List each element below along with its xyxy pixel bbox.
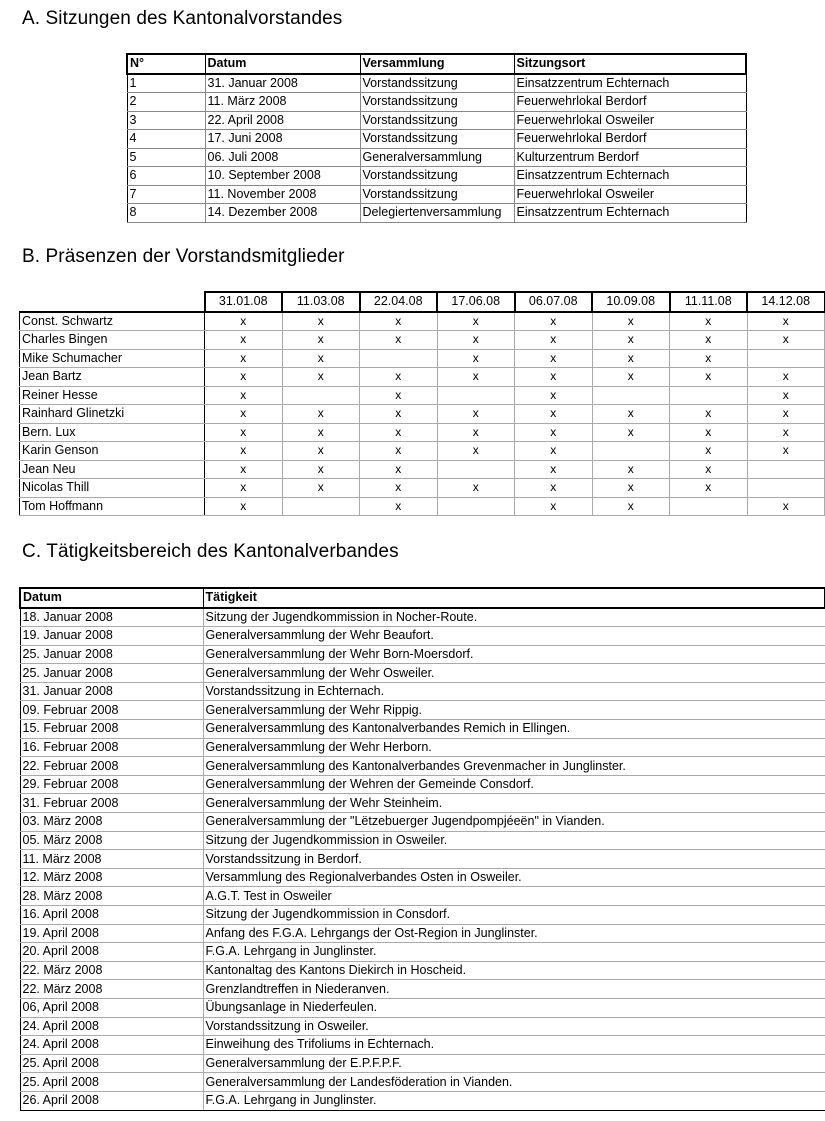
meetings-cell: Vorstandssitzung (360, 167, 514, 186)
activities-cell: Generalversammlung der E.P.F.P.F. (203, 1054, 825, 1073)
attendance-mark: x (360, 442, 438, 461)
attendance-mark (747, 479, 825, 498)
attendance-mark: x (747, 368, 825, 387)
table-row (127, 167, 746, 186)
table-row (20, 405, 825, 424)
table-row (20, 998, 825, 1017)
meetings-cell: 22. April 2008 (205, 111, 360, 130)
activities-cell: Generalversammlung der Wehr Steinheim. (203, 794, 825, 813)
activities-cell: 05. März 2008 (20, 831, 203, 850)
attendance-mark: x (360, 331, 438, 350)
attendance-mark: x (282, 331, 360, 350)
meetings-header-cell: Sitzungsort (514, 54, 746, 74)
attendance-date-header: 11.11.08 (670, 292, 748, 312)
meetings-cell: Delegiertenversammlung (360, 204, 514, 223)
table-row (20, 738, 825, 757)
member-name: Charles Bingen (20, 331, 205, 350)
activities-cell: Grenzlandtreffen in Niederanven. (203, 980, 825, 999)
activities-cell: Sitzung der Jugendkommission in Nocher-Route. (203, 608, 825, 627)
attendance-mark: x (360, 460, 438, 479)
attendance-mark: x (592, 331, 670, 350)
attendance-mark: x (437, 479, 515, 498)
activities-table (19, 587, 825, 1111)
meetings-cell: Einsatzzentrum Echternach (514, 167, 746, 186)
attendance-mark (592, 386, 670, 405)
attendance-mark (437, 386, 515, 405)
attendance-mark: x (437, 405, 515, 424)
member-name: Nicolas Thill (20, 479, 205, 498)
table-row (20, 924, 825, 943)
attendance-mark: x (360, 368, 438, 387)
meetings-cell: Vorstandssitzung (360, 74, 514, 93)
attendance-mark: x (360, 386, 438, 405)
attendance-mark (592, 442, 670, 461)
attendance-mark (747, 349, 825, 368)
table-row (20, 664, 825, 683)
attendance-mark: x (205, 423, 283, 442)
meetings-cell: 4 (127, 130, 205, 149)
attendance-mark: x (747, 423, 825, 442)
table-row (20, 627, 825, 646)
table-row (20, 442, 825, 461)
table-row (20, 608, 825, 627)
table-row (20, 775, 825, 794)
meetings-header-cell: N° (127, 54, 205, 74)
attendance-mark: x (592, 405, 670, 424)
activities-cell: 22. März 2008 (20, 980, 203, 999)
section-c-title: C. Tätigkeitsbereich des Kantonalverbandes (22, 541, 399, 562)
attendance-mark: x (670, 368, 748, 387)
attendance-mark: x (515, 312, 593, 331)
activities-cell: 31. Februar 2008 (20, 794, 203, 813)
activities-cell: 31. Januar 2008 (20, 682, 203, 701)
activities-cell: 09. Februar 2008 (20, 701, 203, 720)
attendance-date-header: 17.06.08 (437, 292, 515, 312)
activities-cell: Vorstandssitzung in Osweiler. (203, 1017, 825, 1036)
table-row (20, 887, 825, 906)
attendance-mark: x (360, 312, 438, 331)
attendance-mark: x (282, 460, 360, 479)
activities-cell: 19. Januar 2008 (20, 627, 203, 646)
table-row (20, 1073, 825, 1092)
table-row (20, 1091, 825, 1110)
attendance-mark: x (437, 312, 515, 331)
activities-cell: Generalversammlung der Wehr Osweiler. (203, 664, 825, 683)
meetings-cell: 7 (127, 185, 205, 204)
meetings-cell: 3 (127, 111, 205, 130)
table-row (20, 479, 825, 498)
meetings-cell: 17. Juni 2008 (205, 130, 360, 149)
attendance-mark: x (437, 368, 515, 387)
attendance-mark: x (515, 331, 593, 350)
activities-cell: 20. April 2008 (20, 943, 203, 962)
meetings-cell: 8 (127, 204, 205, 223)
attendance-mark: x (592, 368, 670, 387)
table-row (20, 868, 825, 887)
activities-cell: 26. April 2008 (20, 1091, 203, 1110)
meetings-cell: 2 (127, 93, 205, 112)
table-row (20, 757, 825, 776)
member-name: Jean Bartz (20, 368, 205, 387)
activities-cell: Einweihung des Trifoliums in Echternach. (203, 1036, 825, 1055)
member-name: Jean Neu (20, 460, 205, 479)
attendance-mark: x (205, 368, 283, 387)
activities-cell: 06, April 2008 (20, 998, 203, 1017)
table-row (20, 980, 825, 999)
attendance-mark (437, 460, 515, 479)
table-row (20, 1054, 825, 1073)
attendance-mark: x (205, 349, 283, 368)
attendance-mark: x (205, 386, 283, 405)
table-row (20, 349, 825, 368)
activities-cell: A.G.T. Test in Osweiler (203, 887, 825, 906)
meetings-cell: Feuerwehrlokal Berdorf (514, 130, 746, 149)
attendance-mark: x (205, 497, 283, 516)
attendance-mark: x (360, 423, 438, 442)
meetings-header-cell: Versammlung (360, 54, 514, 74)
activities-cell: Generalversammlung der Wehren der Gemeinde Consdorf. (203, 775, 825, 794)
activities-cell: Versammlung des Regionalverbandes Osten in Osweiler. (203, 868, 825, 887)
activities-cell: 29. Februar 2008 (20, 775, 203, 794)
member-name: Rainhard Glinetzki (20, 405, 205, 424)
attendance-mark: x (282, 442, 360, 461)
table-row (20, 645, 825, 664)
activities-cell: Kantonaltag des Kantons Diekirch in Hoscheid. (203, 961, 825, 980)
attendance-mark: x (515, 405, 593, 424)
attendance-mark: x (437, 442, 515, 461)
meetings-cell: Vorstandssitzung (360, 185, 514, 204)
activities-cell: 22. März 2008 (20, 961, 203, 980)
member-name: Karin Genson (20, 442, 205, 461)
activities-header-cell: Tätigkeit (203, 588, 825, 608)
attendance-mark: x (515, 349, 593, 368)
meetings-cell: Einsatzzentrum Echternach (514, 204, 746, 223)
activities-cell: Vorstandssitzung in Echternach. (203, 682, 825, 701)
member-name: Mike Schumacher (20, 349, 205, 368)
attendance-date-header: 14.12.08 (747, 292, 825, 312)
attendance-date-header: 22.04.08 (360, 292, 438, 312)
activities-cell: 16. Februar 2008 (20, 738, 203, 757)
attendance-mark: x (205, 405, 283, 424)
attendance-mark: x (670, 442, 748, 461)
activities-cell: 22. Februar 2008 (20, 757, 203, 776)
activities-cell: 25. Januar 2008 (20, 664, 203, 683)
attendance-date-header: 06.07.08 (515, 292, 593, 312)
attendance-mark: x (670, 312, 748, 331)
attendance-mark: x (205, 331, 283, 350)
attendance-mark: x (515, 497, 593, 516)
member-name: Bern. Lux (20, 423, 205, 442)
attendance-mark: x (670, 460, 748, 479)
activities-cell: 16. April 2008 (20, 906, 203, 925)
activities-cell: Sitzung der Jugendkommission in Consdorf. (203, 906, 825, 925)
activities-cell: 24. April 2008 (20, 1017, 203, 1036)
attendance-mark (282, 497, 360, 516)
activities-cell: 18. Januar 2008 (20, 608, 203, 627)
meetings-cell: Feuerwehrlokal Osweiler (514, 111, 746, 130)
table-row (20, 850, 825, 869)
activities-header-cell: Datum (20, 588, 203, 608)
meetings-cell: 06. Juli 2008 (205, 148, 360, 167)
attendance-mark: x (670, 405, 748, 424)
table-row (20, 943, 825, 962)
attendance-mark: x (670, 479, 748, 498)
meetings-cell: Kulturzentrum Berdorf (514, 148, 746, 167)
attendance-mark: x (515, 460, 593, 479)
attendance-header-row (20, 292, 825, 312)
attendance-mark: x (437, 331, 515, 350)
meetings-cell: Generalversammlung (360, 148, 514, 167)
attendance-mark: x (515, 479, 593, 498)
activities-cell: Generalversammlung des Kantonalverbandes Remich in Ellingen. (203, 720, 825, 739)
attendance-mark: x (515, 423, 593, 442)
attendance-mark: x (282, 479, 360, 498)
attendance-mark: x (515, 442, 593, 461)
activities-cell: 03. März 2008 (20, 813, 203, 832)
attendance-mark: x (670, 331, 748, 350)
activities-cell: 25. Januar 2008 (20, 645, 203, 664)
attendance-mark: x (437, 423, 515, 442)
attendance-mark: x (592, 312, 670, 331)
attendance-mark (437, 497, 515, 516)
table-row (20, 386, 825, 405)
table-row (20, 497, 825, 516)
attendance-mark: x (747, 312, 825, 331)
section-b-title: B. Präsenzen der Vorstandsmitglieder (22, 246, 345, 267)
table-row (127, 148, 746, 167)
activities-cell: 25. April 2008 (20, 1073, 203, 1092)
table-row (127, 130, 746, 149)
activities-cell: Übungsanlage in Niederfeulen. (203, 998, 825, 1017)
table-row (20, 1017, 825, 1036)
meetings-cell: 11. März 2008 (205, 93, 360, 112)
activities-cell: Generalversammlung der Wehr Herborn. (203, 738, 825, 757)
attendance-mark: x (670, 349, 748, 368)
table-row (127, 111, 746, 130)
meetings-table (126, 53, 747, 223)
attendance-mark: x (282, 368, 360, 387)
attendance-mark: x (205, 442, 283, 461)
meetings-cell: Vorstandssitzung (360, 130, 514, 149)
attendance-mark: x (205, 460, 283, 479)
activities-cell: 19. April 2008 (20, 924, 203, 943)
attendance-mark: x (360, 479, 438, 498)
meetings-cell: Vorstandssitzung (360, 93, 514, 112)
attendance-mark (282, 386, 360, 405)
section-a-title: A. Sitzungen des Kantonalvorstandes (22, 8, 343, 29)
attendance-mark: x (515, 386, 593, 405)
activities-cell: Generalversammlung der Wehr Beaufort. (203, 627, 825, 646)
meetings-header-cell: Datum (205, 54, 360, 74)
table-row (20, 720, 825, 739)
meetings-cell: Feuerwehrlokal Osweiler (514, 185, 746, 204)
meetings-header-row (127, 54, 746, 74)
activities-cell: Sitzung der Jugendkommission in Osweiler. (203, 831, 825, 850)
table-row (20, 813, 825, 832)
table-row (20, 331, 825, 350)
attendance-mark: x (282, 405, 360, 424)
attendance-mark: x (360, 497, 438, 516)
attendance-mark: x (592, 479, 670, 498)
attendance-mark: x (747, 386, 825, 405)
attendance-mark: x (747, 331, 825, 350)
member-name: Const. Schwartz (20, 312, 205, 331)
activities-cell: 15. Februar 2008 (20, 720, 203, 739)
activities-cell: Generalversammlung der Wehr Rippig. (203, 701, 825, 720)
activities-cell: 12. März 2008 (20, 868, 203, 887)
table-row (127, 185, 746, 204)
meetings-cell: 10. September 2008 (205, 167, 360, 186)
attendance-date-header: 31.01.08 (205, 292, 283, 312)
attendance-mark: x (360, 405, 438, 424)
meetings-cell: 14. Dezember 2008 (205, 204, 360, 223)
attendance-mark: x (437, 349, 515, 368)
activities-cell: 24. April 2008 (20, 1036, 203, 1055)
meetings-cell: 11. November 2008 (205, 185, 360, 204)
attendance-mark: x (747, 405, 825, 424)
attendance-mark (670, 497, 748, 516)
attendance-mark: x (515, 368, 593, 387)
meetings-cell: 5 (127, 148, 205, 167)
activities-cell: F.G.A. Lehrgang in Junglinster. (203, 1091, 825, 1110)
meetings-cell: 6 (127, 167, 205, 186)
table-row (20, 906, 825, 925)
attendance-header-blank (20, 292, 205, 312)
attendance-date-header: 10.09.08 (592, 292, 670, 312)
table-row (127, 93, 746, 112)
table-row (20, 460, 825, 479)
meetings-cell: Einsatzzentrum Echternach (514, 74, 746, 93)
table-row (20, 794, 825, 813)
table-row (20, 701, 825, 720)
meetings-cell: 31. Januar 2008 (205, 74, 360, 93)
attendance-table (19, 291, 825, 516)
table-row (20, 312, 825, 331)
table-row (20, 1036, 825, 1055)
attendance-mark (360, 349, 438, 368)
activities-cell: Anfang des F.G.A. Lehrgangs der Ost-Region in Junglinster. (203, 924, 825, 943)
attendance-mark: x (282, 423, 360, 442)
table-row (127, 204, 746, 223)
member-name: Reiner Hesse (20, 386, 205, 405)
activities-cell: 11. März 2008 (20, 850, 203, 869)
table-row (20, 961, 825, 980)
meetings-cell: Feuerwehrlokal Berdorf (514, 93, 746, 112)
table-row (20, 831, 825, 850)
activities-cell: Vorstandssitzung in Berdorf. (203, 850, 825, 869)
attendance-mark: x (592, 497, 670, 516)
table-row (20, 682, 825, 701)
attendance-mark: x (592, 349, 670, 368)
activities-cell: Generalversammlung der Wehr Born-Moersdorf. (203, 645, 825, 664)
activities-cell: F.G.A. Lehrgang in Junglinster. (203, 943, 825, 962)
attendance-date-header: 11.03.08 (282, 292, 360, 312)
attendance-mark: x (592, 423, 670, 442)
attendance-mark: x (747, 442, 825, 461)
attendance-mark: x (205, 479, 283, 498)
attendance-mark: x (747, 497, 825, 516)
attendance-mark (747, 460, 825, 479)
attendance-mark: x (592, 460, 670, 479)
member-name: Tom Hoffmann (20, 497, 205, 516)
meetings-cell: Vorstandssitzung (360, 111, 514, 130)
table-row (20, 423, 825, 442)
attendance-mark: x (282, 349, 360, 368)
activities-cell: Generalversammlung der "Lëtzebuerger Jugendpompjéeën" in Vianden. (203, 813, 825, 832)
activities-cell: 28. März 2008 (20, 887, 203, 906)
attendance-mark: x (282, 312, 360, 331)
attendance-mark: x (670, 423, 748, 442)
table-row (20, 368, 825, 387)
activities-header-row (20, 588, 825, 608)
table-row (127, 74, 746, 93)
activities-cell: 25. April 2008 (20, 1054, 203, 1073)
attendance-mark (670, 386, 748, 405)
activities-cell: Generalversammlung der Landesföderation in Vianden. (203, 1073, 825, 1092)
activities-cell: Generalversammlung des Kantonalverbandes Grevenmacher in Junglinster. (203, 757, 825, 776)
meetings-cell: 1 (127, 74, 205, 93)
attendance-mark: x (205, 312, 283, 331)
